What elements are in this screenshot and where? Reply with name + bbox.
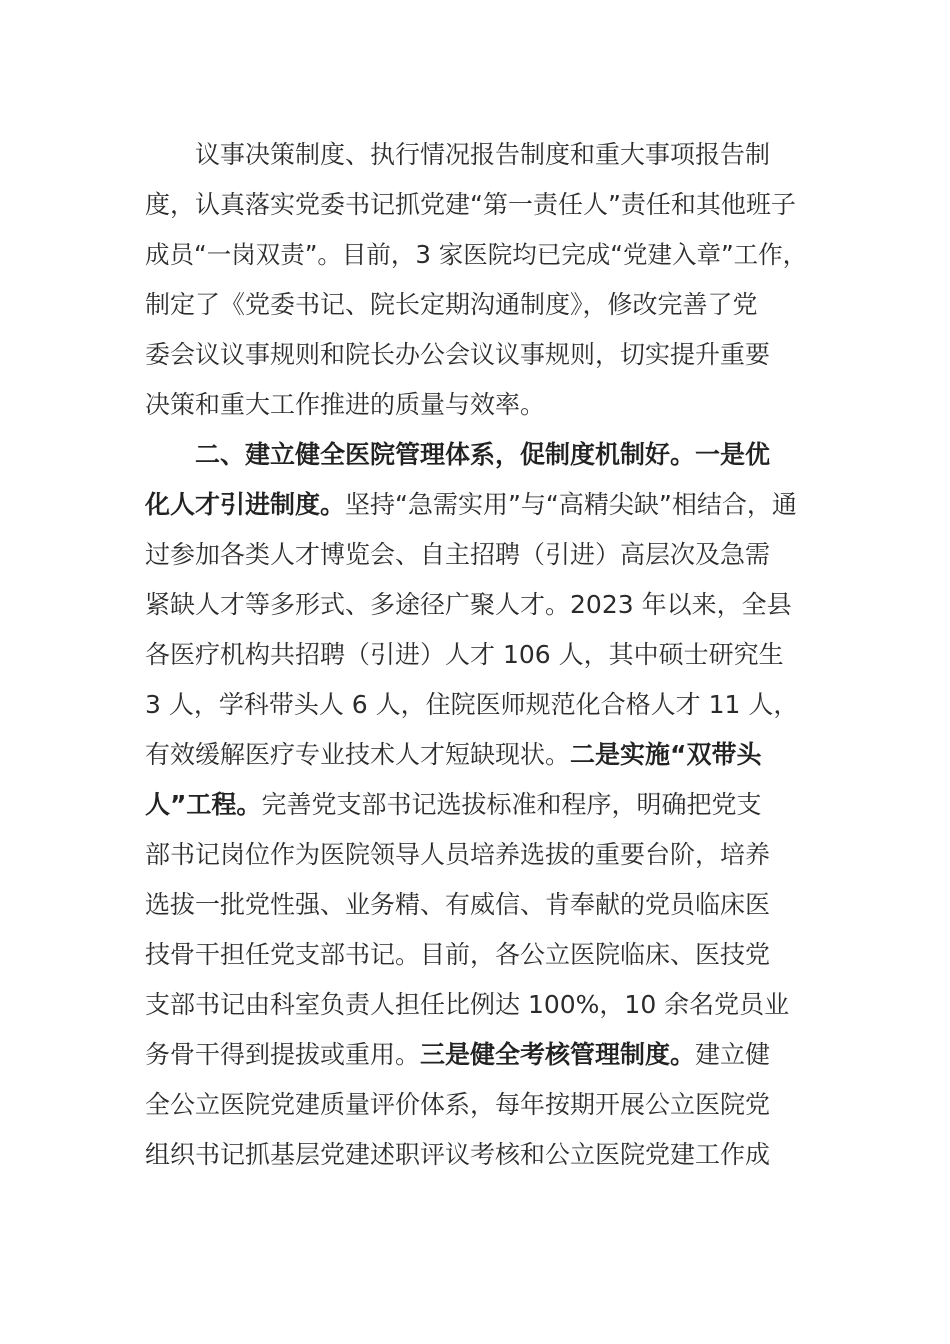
text-run: 组织书记抓基层党建述职评议考核和公立医院党建工作成 xyxy=(145,1140,771,1169)
body-line xyxy=(145,1040,770,1070)
body-line xyxy=(145,840,770,870)
bold-subheading-run: 化人才引进制度。 xyxy=(145,490,346,519)
section-heading-line xyxy=(195,440,770,470)
text-run: 度，认真落实党委书记抓党建“第一责任人”责任和其他班子 xyxy=(145,190,796,219)
body-line xyxy=(145,990,789,1020)
body-line xyxy=(145,890,770,920)
body-line xyxy=(145,1090,770,1120)
body-line xyxy=(145,590,792,620)
text-run: 选拔一批党性强、业务精、有威信、肯奉献的党员临床医 xyxy=(145,890,771,919)
text-run: 过参加各类人才博览会、自主招聘（引进）高层次及急需 xyxy=(145,540,771,569)
body-line xyxy=(145,690,798,720)
text-run: 决策和重大工作推进的质量与效率。 xyxy=(145,390,546,419)
text-run: 3 人，学科带头人 6 人，住院医师规范化合格人才 11 人， xyxy=(145,690,799,719)
body-line xyxy=(145,340,770,370)
body-line xyxy=(145,640,784,670)
body-line xyxy=(145,290,758,320)
body-line xyxy=(145,490,797,520)
bold-subheading-run: 人”工程。 xyxy=(145,790,262,819)
text-run: 坚持“急需实用”与“高精尖缺”相结合，通 xyxy=(345,490,797,519)
body-line xyxy=(145,190,796,220)
bold-subheading-run: 二是实施“双带头 xyxy=(570,740,762,769)
text-run: 技骨干担任党支部书记。目前，各公立医院临床、医技党 xyxy=(145,940,771,969)
body-line xyxy=(195,140,770,170)
text-run: 建立健 xyxy=(695,1040,771,1069)
text-run: 完善党支部书记选拔标准和程序，明确把党支 xyxy=(261,790,762,819)
bold-heading-run: 二、建立健全医院管理体系，促制度机制好。一是优 xyxy=(195,440,771,469)
text-run: 议事决策制度、执行情况报告制度和重大事项报告制 xyxy=(195,140,771,169)
text-run: 全公立医院党建质量评价体系，每年按期开展公立医院党 xyxy=(145,1090,771,1119)
text-run: 成员“一岗双责”。目前，3 家医院均已完成“党建入章”工作， xyxy=(145,240,808,269)
text-run: 部书记岗位作为医院领导人员培养选拔的重要台阶，培养 xyxy=(145,840,771,869)
body-line xyxy=(145,240,807,270)
body-line xyxy=(145,390,545,420)
text-run: 各医疗机构共招聘（引进）人才 106 人，其中硕士研究生 xyxy=(145,640,784,669)
body-line xyxy=(145,940,770,970)
text-run: 制定了《党委书记、院长定期沟通制度》，修改完善了党 xyxy=(145,290,758,319)
bold-subheading-run: 三是健全考核管理制度。 xyxy=(420,1040,696,1069)
text-run: 紧缺人才等多形式、多途径广聚人才。2023 年以来，全县 xyxy=(145,590,792,619)
body-line xyxy=(145,740,761,770)
body-line xyxy=(145,1140,770,1170)
text-run: 委会议议事规则和院长办公会议议事规则，切实提升重要 xyxy=(145,340,771,369)
body-line xyxy=(145,790,761,820)
text-run: 支部书记由科室负责人担任比例达 100%，10 余名党员业 xyxy=(145,990,790,1019)
text-run: 务骨干得到提拔或重用。 xyxy=(145,1040,421,1069)
text-run: 有效缓解医疗专业技术人才短缺现状。 xyxy=(145,740,571,769)
body-line xyxy=(145,540,770,570)
